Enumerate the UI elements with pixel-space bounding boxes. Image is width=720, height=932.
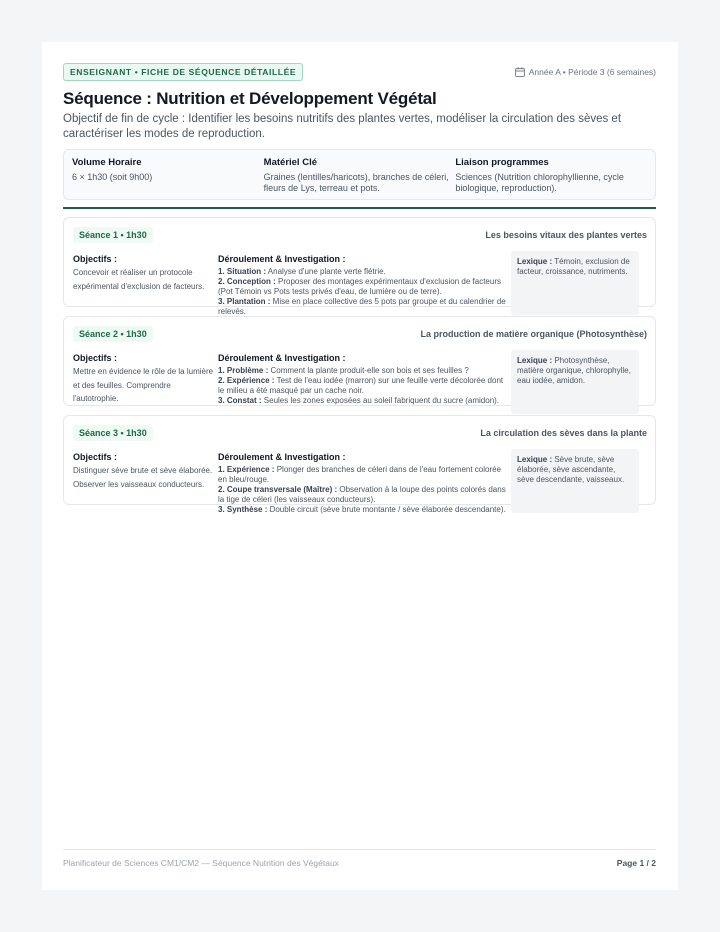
lexique-terms: Témoin, exclusion de facteur, croissance, nutriments. bbox=[517, 257, 630, 276]
seance-card bbox=[63, 316, 656, 406]
step-item bbox=[218, 376, 508, 396]
step-item bbox=[218, 366, 508, 376]
summary-title: Liaison programmes bbox=[455, 157, 549, 168]
header-topline bbox=[63, 63, 656, 81]
step-text: Analyse d'une plante verte flétrie. bbox=[266, 267, 386, 276]
step-text: Comment la plante produit-elle son bois et ses feuilles ? bbox=[268, 366, 469, 375]
step-text: Plonger des branches de céleri dans de l'eau fortement colorée en bleu/rouge. bbox=[218, 465, 502, 484]
seance-list bbox=[63, 217, 656, 514]
step-item bbox=[218, 485, 508, 505]
step-item bbox=[218, 505, 508, 515]
objectifs-text: Distinguer sève brute et sève élaborée. Observer les vaisseaux conducteurs. bbox=[73, 466, 213, 489]
seance-title: La production de matière organique (Photosynthèse) bbox=[420, 328, 647, 339]
lexique-label: Lexique : bbox=[517, 356, 553, 365]
objectifs-text: Concevoir et réaliser un protocole expérimental d'exclusion de facteurs. bbox=[73, 268, 205, 291]
page-number: Page 1 / 2 bbox=[616, 858, 656, 868]
lexique-text bbox=[517, 356, 633, 386]
step-key: 1. Situation : bbox=[218, 267, 266, 276]
step-item bbox=[218, 465, 508, 485]
seance-title: La circulation des sèves dans la plante bbox=[480, 427, 647, 438]
lexique-box bbox=[511, 251, 639, 315]
seance-body bbox=[73, 452, 647, 515]
step-text: Mise en place collective des 5 pots par groupe et du calendrier de relevés. bbox=[218, 297, 506, 316]
period-text: Année A • Période 3 (6 semaines) bbox=[528, 67, 656, 77]
calendar-icon bbox=[515, 67, 525, 77]
role-badge: ENSEIGNANT • FICHE DE SÉQUENCE DÉTAILLÉE bbox=[63, 63, 303, 81]
lexique-text bbox=[517, 455, 633, 485]
step-key: 2. Expérience : bbox=[218, 376, 275, 385]
page-content bbox=[63, 63, 656, 514]
seance-card bbox=[63, 415, 656, 514]
deroulement-steps bbox=[218, 366, 508, 406]
lexique-terms: Sève brute, sève élaborée, sève ascendante, sève descendante, vaisseaux. bbox=[517, 455, 625, 484]
seance-tag: Séance 2 • 1h30 bbox=[73, 326, 153, 342]
document-page bbox=[42, 42, 678, 890]
summary-liaison bbox=[455, 157, 647, 191]
step-item bbox=[218, 277, 508, 297]
page-title: Séquence : Nutrition et Développement Végétal bbox=[63, 89, 437, 108]
page-subtitle: Objectif de fin de cycle : Identifier les besoins nutritifs des plantes vertes, modéliser la circulation des sèves et caractériser les modes de reproduction. bbox=[63, 113, 622, 140]
step-text: Double circuit (sève brute montante / sève élaborée descendante). bbox=[267, 505, 506, 514]
seance-header bbox=[73, 424, 647, 441]
seance-title: Les besoins vitaux des plantes vertes bbox=[485, 229, 647, 240]
seance-tag: Séance 1 • 1h30 bbox=[73, 227, 153, 243]
objectifs-label: Objectifs : bbox=[73, 353, 118, 363]
summary-title: Volume Horaire bbox=[72, 157, 142, 168]
deroulement-label: Déroulement & Investigation : bbox=[218, 452, 346, 462]
step-text: Observation à la loupe des points colorés dans la tige de céleri (les vaisseaux conducteurs). bbox=[218, 485, 506, 504]
step-key: 3. Synthèse : bbox=[218, 505, 268, 514]
lexique-label: Lexique : bbox=[517, 257, 553, 266]
step-item bbox=[218, 297, 508, 317]
objectifs-column bbox=[73, 254, 218, 317]
step-key: 3. Constat : bbox=[218, 396, 262, 405]
summary-box bbox=[63, 149, 656, 200]
step-key: 1. Problème : bbox=[218, 366, 269, 375]
lexique-label: Lexique : bbox=[517, 455, 553, 464]
step-key: 2. Coupe transversale (Maître) : bbox=[218, 485, 338, 494]
lexique-box bbox=[511, 449, 639, 513]
deroulement-column bbox=[218, 254, 508, 317]
step-key: 1. Expérience : bbox=[218, 465, 275, 474]
deroulement-column bbox=[218, 353, 508, 414]
seance-body bbox=[73, 353, 647, 414]
step-text: Test de l'eau iodée (marron) sur une feuille verte décolorée dont le milieu a été masqué par un cache noir. bbox=[218, 376, 504, 395]
period-info bbox=[515, 67, 656, 77]
lexique-terms: Photosynthèse, matière organique, chlorophylle, eau iodée, amidon. bbox=[517, 356, 631, 385]
seance-card bbox=[63, 217, 656, 316]
objectifs-column bbox=[73, 452, 218, 515]
summary-volume bbox=[72, 157, 264, 191]
step-item bbox=[218, 396, 508, 406]
seance-header bbox=[73, 226, 647, 243]
deroulement-column bbox=[218, 452, 508, 515]
step-item bbox=[218, 267, 508, 277]
objectifs-label: Objectifs : bbox=[73, 452, 118, 462]
deroulement-label: Déroulement & Investigation : bbox=[218, 254, 346, 264]
step-key: 2. Conception : bbox=[218, 277, 276, 286]
objectifs-text: Mettre en évidence le rôle de la lumière et des feuilles. Comprendre l'autotrophie. bbox=[73, 367, 214, 403]
seance-body bbox=[73, 254, 647, 317]
deroulement-steps bbox=[218, 465, 508, 515]
summary-value: Graines (lentilles/haricots), branches de céleri, fleurs de Lys, terreau et pots. bbox=[263, 172, 449, 193]
step-text: Seules les zones exposées au soleil fabriquent du sucre (amidon). bbox=[261, 396, 500, 405]
summary-value: Sciences (Nutrition chlorophyllienne, cycle biologique, reproduction). bbox=[455, 172, 624, 193]
seance-tag: Séance 3 • 1h30 bbox=[73, 425, 153, 441]
footer-source: Planificateur de Sciences CM1/CM2 — Séquence Nutrition des Végétaux bbox=[63, 858, 339, 868]
deroulement-label: Déroulement & Investigation : bbox=[218, 353, 346, 363]
lexique-text bbox=[517, 257, 633, 277]
lexique-box bbox=[511, 350, 639, 414]
step-key: 3. Plantation : bbox=[218, 297, 271, 306]
step-text: Proposer des montages expérimentaux d'exclusion de facteurs (Pot Témoin vs Pots tests privés d'eau, de lumière ou de terre). bbox=[218, 277, 501, 296]
objectifs-label: Objectifs : bbox=[73, 254, 118, 264]
objectifs-column bbox=[73, 353, 218, 414]
section-divider bbox=[63, 207, 656, 209]
summary-title: Matériel Clé bbox=[263, 157, 317, 168]
deroulement-steps bbox=[218, 267, 508, 317]
seance-header bbox=[73, 325, 647, 342]
summary-materiel bbox=[264, 157, 456, 191]
summary-value: 6 × 1h30 (soit 9h00) bbox=[72, 172, 153, 182]
page-footer bbox=[63, 849, 656, 868]
